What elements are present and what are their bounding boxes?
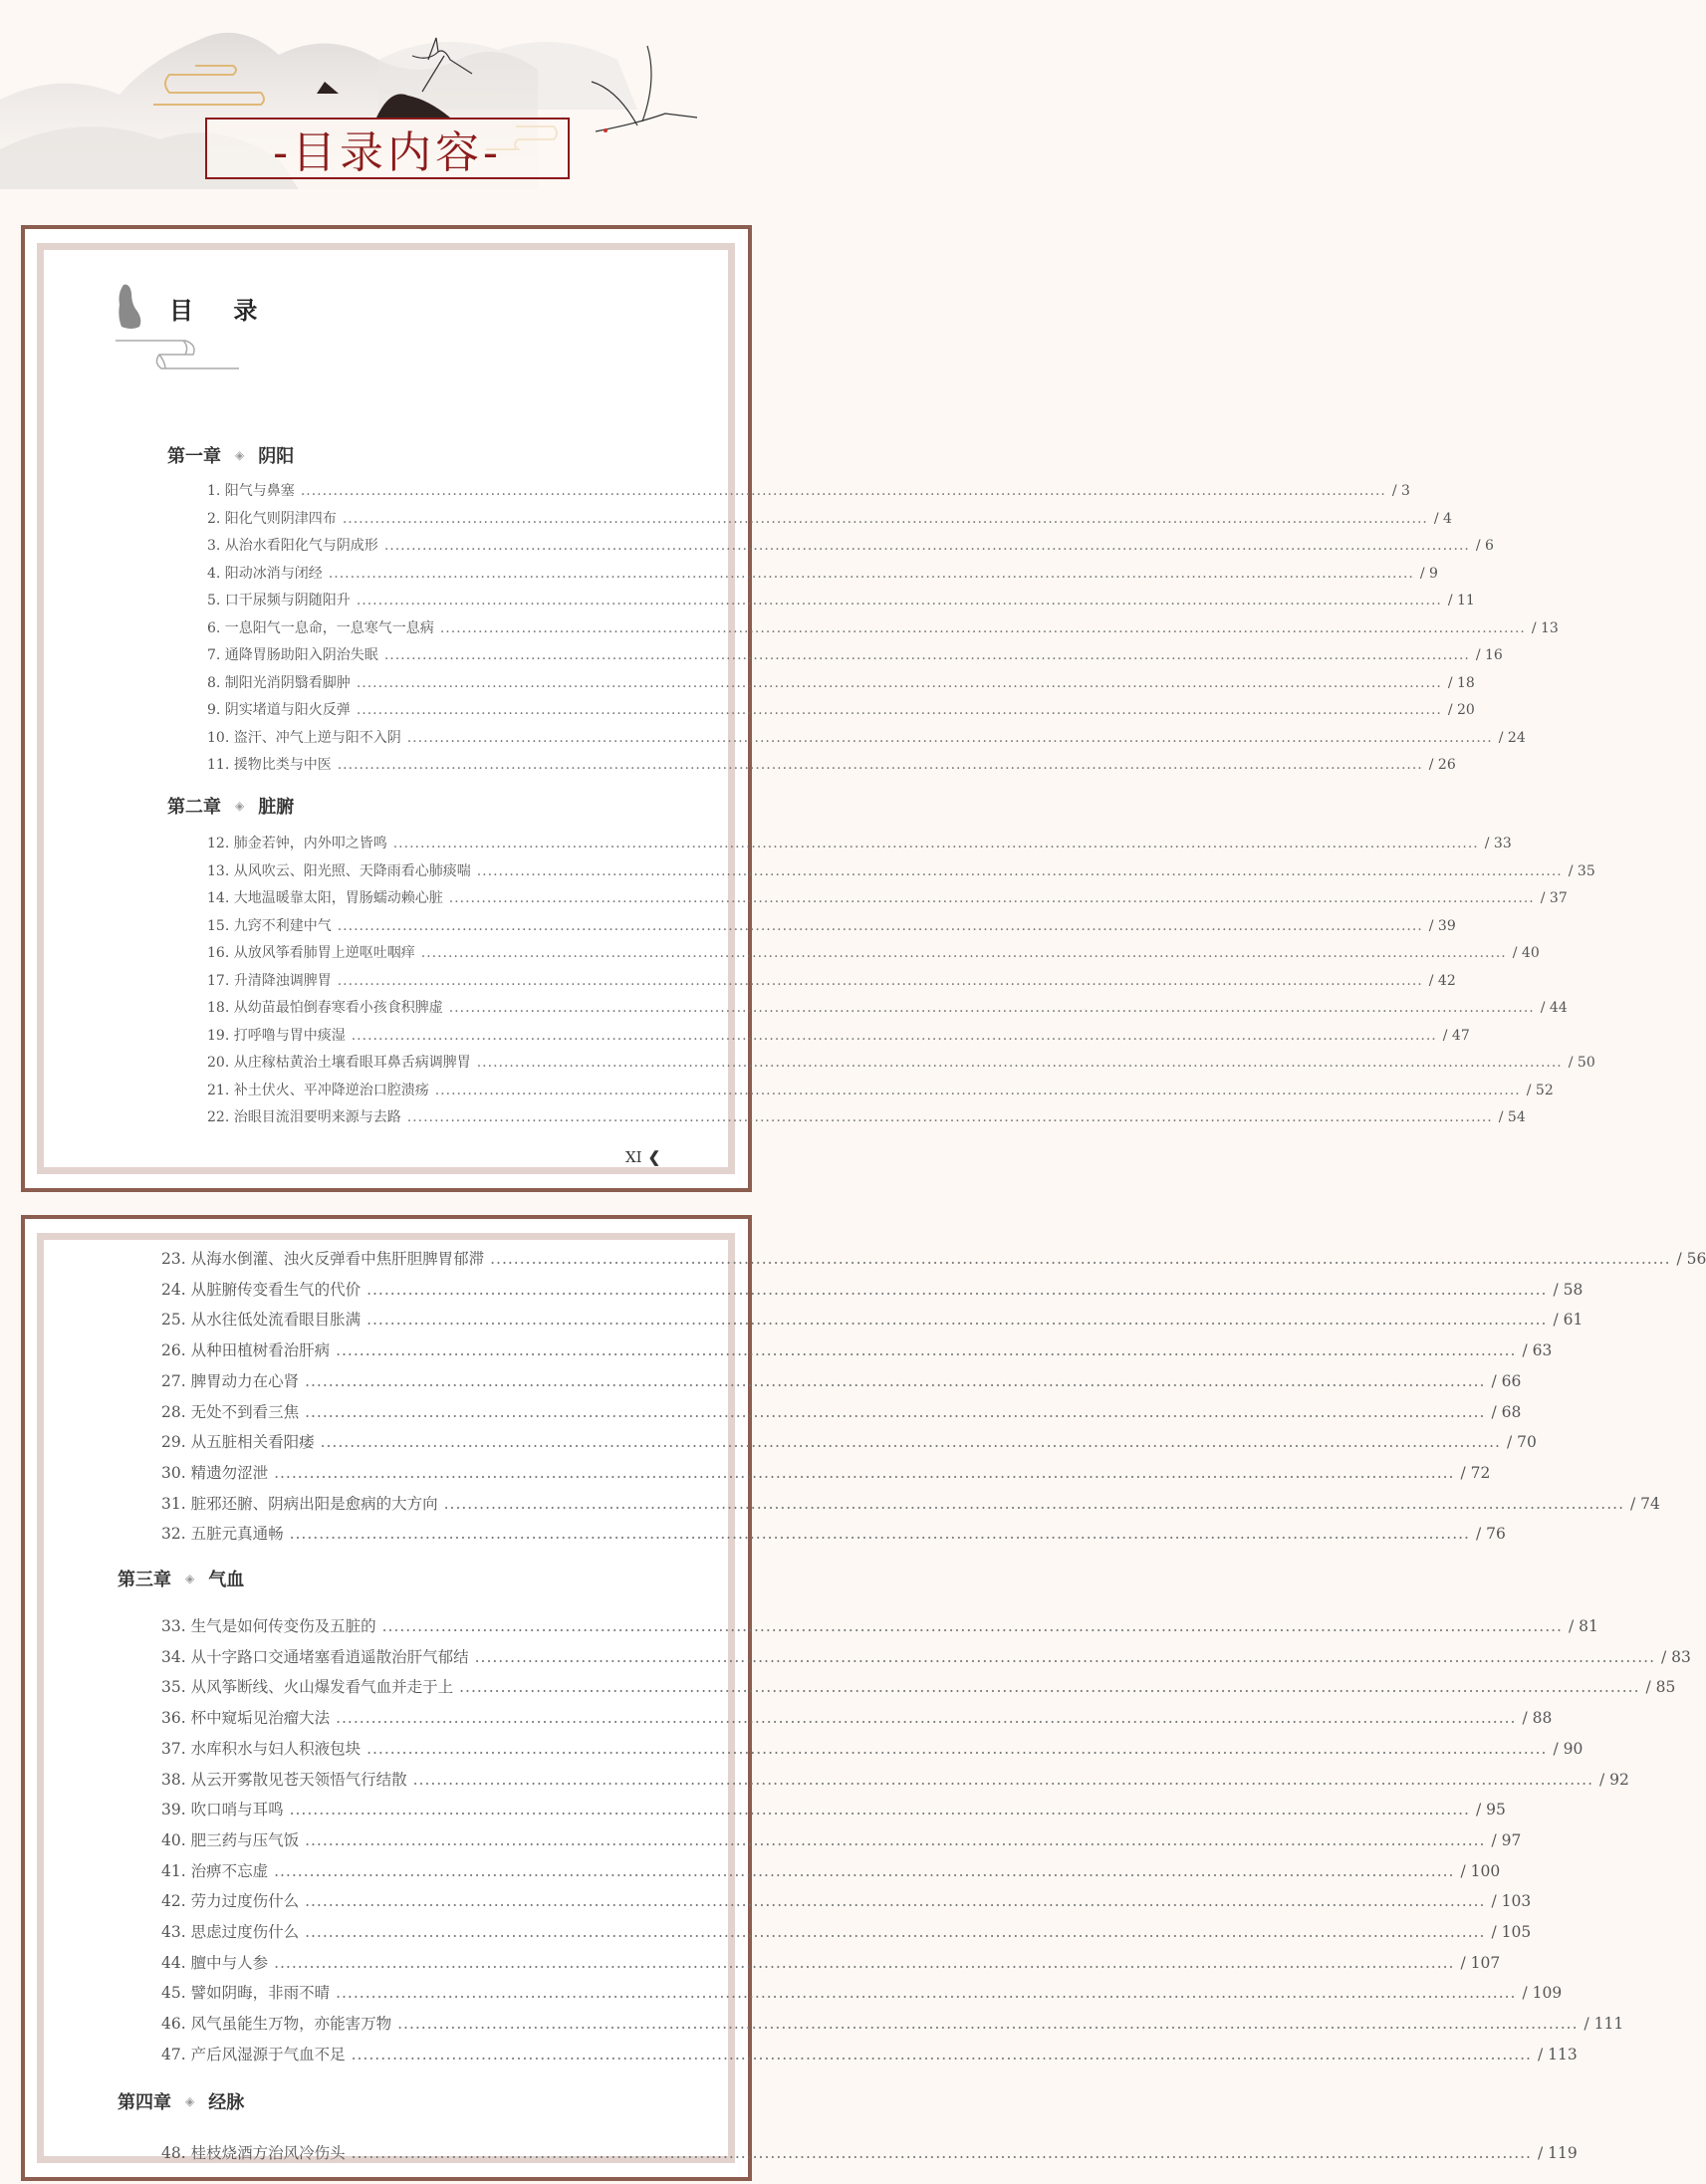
dot-leader: ........................................................................................................................................................................................................ bbox=[383, 538, 1470, 554]
toc-entry[interactable] bbox=[161, 1247, 1706, 1269]
dot-leader: ........................................................................................................................................................................................................ bbox=[305, 1892, 1486, 1911]
banner-title: -目录内容- bbox=[205, 118, 570, 179]
dot-leader: ........................................................................................................................................................................................................ bbox=[274, 1953, 1455, 1972]
dot-leader: ........................................................................................................................................................................................................ bbox=[420, 945, 1507, 961]
entry-page: / 100 bbox=[1460, 1861, 1501, 1880]
entry-page: / 107 bbox=[1460, 1953, 1501, 1972]
entry-page: / 95 bbox=[1475, 1801, 1506, 1820]
entry-page: / 20 bbox=[1447, 702, 1475, 718]
dot-leader: ........................................................................................................................................................................................................ bbox=[337, 972, 1423, 989]
toc-entry[interactable] bbox=[161, 1614, 1598, 1636]
entry-page: / 85 bbox=[1645, 1678, 1676, 1697]
toc-entry[interactable] bbox=[161, 1400, 1522, 1422]
dot-leader: ........................................................................................................................................................................................................ bbox=[383, 647, 1470, 663]
dot-leader: ........................................................................................................................................................................................................ bbox=[406, 729, 1493, 746]
chapter-number: 第二章 bbox=[167, 797, 221, 818]
entry-page: / 103 bbox=[1491, 1892, 1532, 1911]
entry-title: 20. 从庄稼枯黄治土壤看眼耳鼻舌病调脾胃 bbox=[207, 1055, 471, 1071]
toc-entry[interactable] bbox=[207, 860, 1595, 880]
entry-page: / 4 bbox=[1433, 510, 1452, 527]
entry-title: 23. 从海水倒灌、浊火反弹看中焦肝胆脾胃郁滞 bbox=[161, 1250, 485, 1268]
dot-leader: ........................................................................................................................................................................................................ bbox=[336, 1341, 1517, 1360]
dot-leader: ........................................................................................................................................................................................................ bbox=[448, 1000, 1535, 1016]
dot-leader: ........................................................................................................................................................................................................ bbox=[443, 1494, 1624, 1513]
entry-page: / 90 bbox=[1553, 1739, 1584, 1758]
toc-entry[interactable] bbox=[207, 1106, 1526, 1126]
entry-page: / 76 bbox=[1475, 1525, 1506, 1544]
toc-entry[interactable] bbox=[207, 833, 1512, 852]
cloud-scroll-ornament bbox=[116, 337, 255, 372]
header-banner bbox=[0, 0, 787, 199]
dot-leader: ........................................................................................................................................................................................................ bbox=[305, 1402, 1486, 1421]
arrow-ornament-icon: ❮ bbox=[647, 1148, 661, 1166]
entry-title: 26. 从种田植树看治肝病 bbox=[161, 1341, 331, 1360]
entry-title: 3. 从治水看阳化气与阴成形 bbox=[207, 538, 378, 554]
entry-title: 10. 盗汗、冲气上逆与阳不入阴 bbox=[207, 729, 401, 746]
dot-leader: ........................................................................................................................................................................................................ bbox=[351, 1027, 1437, 1044]
diamond-ornament-icon: ◈ bbox=[185, 1572, 195, 1585]
entry-page: / 16 bbox=[1475, 647, 1503, 663]
entry-title: 1. 阳气与鼻塞 bbox=[207, 483, 295, 499]
dot-leader: ........................................................................................................................................................................................................ bbox=[342, 510, 1428, 527]
toc-entry[interactable] bbox=[207, 942, 1540, 962]
toc-entry[interactable] bbox=[161, 1645, 1691, 1667]
entry-page: / 83 bbox=[1661, 1647, 1691, 1666]
chapter-name: 气血 bbox=[208, 1570, 245, 1590]
entry-page: / 63 bbox=[1522, 1341, 1553, 1360]
diamond-ornament-icon: ◈ bbox=[185, 2094, 195, 2108]
entry-title: 27. 脾胃动力在心肾 bbox=[161, 1371, 300, 1390]
entry-page: / 68 bbox=[1491, 1402, 1522, 1421]
entry-page: / 58 bbox=[1553, 1280, 1584, 1299]
entry-page: / 72 bbox=[1460, 1463, 1491, 1482]
folio-number: XI bbox=[625, 1148, 642, 1166]
toc-entry[interactable] bbox=[161, 1675, 1676, 1697]
entry-title: 46. 风气虽能生万物，亦能害万物 bbox=[161, 2015, 392, 2034]
entry-title: 11. 援物比类与中医 bbox=[207, 757, 332, 773]
entry-page: / 54 bbox=[1498, 1109, 1526, 1125]
toc-entry[interactable] bbox=[161, 1768, 1629, 1790]
toc-entry[interactable] bbox=[207, 887, 1568, 907]
toc-entry[interactable] bbox=[207, 1080, 1554, 1099]
entry-title: 31. 脏邪还腑、阴病出阳是愈病的大方向 bbox=[161, 1494, 438, 1513]
toc-entry[interactable] bbox=[207, 727, 1526, 747]
entry-page: / 111 bbox=[1584, 2015, 1624, 2034]
toc-entry[interactable] bbox=[161, 1522, 1506, 1544]
entry-page: / 6 bbox=[1475, 538, 1494, 554]
entry-page: / 33 bbox=[1484, 836, 1512, 851]
toc-entry[interactable] bbox=[161, 1889, 1532, 1911]
dot-leader: ........................................................................................................................................................................................................ bbox=[351, 2144, 1532, 2162]
dot-leader: ........................................................................................................................................................................................................ bbox=[305, 1371, 1486, 1390]
toc-entry[interactable] bbox=[161, 1920, 1532, 1942]
toc-entry[interactable] bbox=[161, 1338, 1553, 1360]
dot-leader: ........................................................................................................................................................................................................ bbox=[351, 2045, 1532, 2063]
dot-leader: ........................................................................................................................................................................................................ bbox=[474, 1647, 1655, 1666]
entry-page: / 42 bbox=[1428, 972, 1456, 989]
entry-title: 48. 桂枝烧酒方治风冷伤头 bbox=[161, 2144, 346, 2162]
toc-entry[interactable] bbox=[207, 754, 1456, 774]
toc-entry[interactable] bbox=[207, 480, 1410, 500]
entry-page: / 74 bbox=[1630, 1494, 1660, 1513]
entry-title: 8. 制阳光消阴翳看脚肿 bbox=[207, 674, 351, 691]
entry-page: / 105 bbox=[1491, 1923, 1532, 1941]
entry-page: / 52 bbox=[1526, 1082, 1554, 1098]
chapter-number: 第三章 bbox=[118, 1570, 171, 1590]
dot-leader: ........................................................................................................................................................................................................ bbox=[366, 1280, 1548, 1299]
dot-leader: ........................................................................................................................................................................................................ bbox=[289, 1525, 1470, 1544]
dot-leader: ........................................................................................................................................................................................................ bbox=[336, 1984, 1517, 2003]
toc-entry[interactable] bbox=[161, 2012, 1624, 2034]
toc-entry[interactable] bbox=[161, 1461, 1491, 1483]
dot-leader: ........................................................................................................................................................................................................ bbox=[476, 1055, 1563, 1071]
entry-title: 35. 从风筝断线、火山爆发看气血并走于上 bbox=[161, 1678, 454, 1697]
entry-title: 43. 思虑过度伤什么 bbox=[161, 1923, 300, 1941]
entry-title: 5. 口干尿频与阴随阳升 bbox=[207, 593, 351, 608]
entry-title: 12. 肺金若钟，内外叩之皆鸣 bbox=[207, 836, 387, 851]
entry-title: 6. 一息阳气一息命，一息寒气一息病 bbox=[207, 619, 434, 636]
dot-leader: ........................................................................................................................................................................................................ bbox=[476, 862, 1563, 879]
entry-title: 9. 阴实堵道与阳火反弹 bbox=[207, 702, 351, 718]
dot-leader: ........................................................................................................................................................................................................ bbox=[397, 2015, 1579, 2034]
entry-title: 38. 从云开雾散见苍天领悟气行结散 bbox=[161, 1770, 407, 1789]
dot-leader: ........................................................................................................................................................................................................ bbox=[337, 917, 1423, 934]
entry-title: 32. 五脏元真通畅 bbox=[161, 1525, 284, 1544]
chapter-name: 经脉 bbox=[208, 2092, 245, 2113]
toc-entry[interactable] bbox=[161, 1430, 1537, 1452]
entry-page: / 92 bbox=[1599, 1770, 1629, 1789]
entry-title: 40. 肥三药与压气饭 bbox=[161, 1830, 300, 1849]
toc-entry[interactable] bbox=[161, 1369, 1522, 1391]
entry-title: 39. 吹口哨与耳鸣 bbox=[161, 1801, 284, 1820]
entry-page: / 50 bbox=[1568, 1055, 1595, 1071]
entry-page: / 56 bbox=[1676, 1250, 1706, 1268]
entry-page: / 44 bbox=[1540, 1000, 1568, 1016]
toc-entry[interactable] bbox=[207, 915, 1456, 935]
entry-title: 42. 劳力过度伤什么 bbox=[161, 1892, 300, 1911]
dot-leader: ........................................................................................................................................................................................................ bbox=[366, 1311, 1548, 1330]
diamond-ornament-icon: ◈ bbox=[235, 448, 245, 462]
entry-title: 25. 从水往低处流看眼目胀满 bbox=[161, 1311, 362, 1330]
entry-title: 28. 无处不到看三焦 bbox=[161, 1402, 300, 1421]
chapter-heading bbox=[118, 2088, 244, 2114]
toc-entry[interactable] bbox=[161, 2141, 1578, 2163]
figure-silhouette-icon bbox=[112, 281, 151, 333]
entry-page: / 40 bbox=[1512, 945, 1540, 961]
entry-title: 18. 从幼苗最怕倒春寒看小孩食积脾虚 bbox=[207, 1000, 443, 1016]
dot-leader: ........................................................................................................................................................................................................ bbox=[392, 836, 1479, 851]
dot-leader: ........................................................................................................................................................................................................ bbox=[366, 1739, 1548, 1758]
entry-page: / 47 bbox=[1442, 1027, 1470, 1044]
toc-entry[interactable] bbox=[161, 1308, 1584, 1330]
dot-leader: ........................................................................................................................................................................................................ bbox=[434, 1082, 1521, 1098]
dot-leader: ........................................................................................................................................................................................................ bbox=[459, 1678, 1640, 1697]
entry-title: 36. 杯中窥垢见治瘤大法 bbox=[161, 1709, 331, 1728]
dot-leader: ........................................................................................................................................................................................................ bbox=[337, 757, 1423, 773]
entry-title: 30. 精遗勿涩泄 bbox=[161, 1463, 269, 1482]
entry-title: 19. 打呼噜与胃中痰湿 bbox=[207, 1027, 346, 1044]
diamond-ornament-icon: ◈ bbox=[235, 799, 245, 813]
toc-entry[interactable] bbox=[161, 1706, 1553, 1728]
toc-entry[interactable] bbox=[161, 2043, 1578, 2064]
entry-title: 24. 从脏腑传变看生气的代价 bbox=[161, 1280, 362, 1299]
chapter-name: 脏腑 bbox=[258, 797, 295, 818]
toc-entry[interactable] bbox=[207, 644, 1503, 664]
entry-page: / 109 bbox=[1522, 1984, 1563, 2003]
dot-leader: ........................................................................................................................................................................................................ bbox=[356, 674, 1442, 691]
entry-title: 29. 从五脏相关看阳痿 bbox=[161, 1433, 315, 1452]
entry-page: / 24 bbox=[1498, 729, 1526, 746]
chapter-heading bbox=[167, 442, 294, 468]
dot-leader: ........................................................................................................................................................................................................ bbox=[356, 593, 1442, 608]
toc-entry[interactable] bbox=[161, 1798, 1506, 1820]
entry-page: / 113 bbox=[1537, 2045, 1578, 2063]
entry-title: 14. 大地温暖靠太阳，胃肠蠕动赖心脏 bbox=[207, 890, 443, 906]
toc-heading: 目 录 bbox=[169, 296, 274, 325]
entry-page: / 18 bbox=[1447, 674, 1475, 691]
dot-leader: ........................................................................................................................................................................................................ bbox=[305, 1830, 1486, 1849]
toc-entry[interactable] bbox=[207, 997, 1568, 1017]
entry-page: / 9 bbox=[1419, 565, 1438, 582]
entry-page: / 97 bbox=[1491, 1830, 1522, 1849]
entry-page: / 119 bbox=[1537, 2144, 1578, 2162]
dot-leader: ........................................................................................................................................................................................................ bbox=[305, 1923, 1486, 1941]
chapter-name: 阴阳 bbox=[258, 446, 295, 467]
dot-leader: ........................................................................................................................................................................................................ bbox=[490, 1250, 1671, 1268]
entry-title: 22. 治眼目流泪要明来源与去路 bbox=[207, 1109, 401, 1125]
dot-leader: ........................................................................................................................................................................................................ bbox=[274, 1861, 1455, 1880]
toc-entry[interactable] bbox=[161, 1278, 1584, 1300]
entry-page: / 39 bbox=[1428, 917, 1456, 934]
dot-leader: ........................................................................................................................................................................................................ bbox=[274, 1463, 1455, 1482]
dot-leader: ........................................................................................................................................................................................................ bbox=[381, 1617, 1563, 1635]
entry-title: 45. 譬如阴晦，非雨不晴 bbox=[161, 1984, 331, 2003]
toc-entry[interactable] bbox=[207, 1052, 1595, 1072]
dot-leader: ........................................................................................................................................................................................................ bbox=[300, 483, 1386, 499]
entry-title: 17. 升清降浊调脾胃 bbox=[207, 972, 332, 989]
dot-leader: ........................................................................................................................................................................................................ bbox=[289, 1801, 1470, 1820]
dot-leader: ........................................................................................................................................................................................................ bbox=[320, 1433, 1501, 1452]
toc-entry[interactable] bbox=[207, 590, 1475, 609]
page-folio bbox=[625, 1148, 660, 1166]
entry-title: 7. 通降胃肠助阳入阴治失眠 bbox=[207, 647, 378, 663]
entry-page: / 37 bbox=[1540, 890, 1568, 906]
entry-title: 21. 补土伏火、平冲降逆治口腔溃疡 bbox=[207, 1082, 429, 1098]
entry-page: / 81 bbox=[1568, 1617, 1598, 1635]
toc-entry[interactable] bbox=[161, 1951, 1501, 1973]
entry-page: / 3 bbox=[1391, 483, 1410, 499]
dot-leader: ........................................................................................................................................................................................................ bbox=[406, 1109, 1493, 1125]
dot-leader: ........................................................................................................................................................................................................ bbox=[439, 619, 1526, 636]
entry-page: / 88 bbox=[1522, 1709, 1553, 1728]
toc-entry[interactable] bbox=[207, 563, 1438, 583]
entry-title: 33. 生气是如何传变伤及五脏的 bbox=[161, 1617, 376, 1635]
dot-leader: ........................................................................................................................................................................................................ bbox=[336, 1709, 1517, 1728]
entry-page: / 13 bbox=[1531, 619, 1559, 636]
toc-entry[interactable] bbox=[207, 699, 1475, 719]
dot-leader: ........................................................................................................................................................................................................ bbox=[412, 1770, 1593, 1789]
chapter-heading bbox=[167, 793, 294, 819]
entry-page: / 70 bbox=[1506, 1433, 1537, 1452]
toc-entry[interactable] bbox=[207, 617, 1559, 637]
entry-page: / 66 bbox=[1491, 1371, 1522, 1390]
entry-title: 47. 产后风湿源于气血不足 bbox=[161, 2045, 346, 2063]
entry-title: 4. 阳动冰消与闭经 bbox=[207, 565, 323, 582]
entry-page: / 35 bbox=[1568, 862, 1595, 879]
chapter-number: 第四章 bbox=[118, 2092, 171, 2113]
entry-page: / 61 bbox=[1553, 1311, 1584, 1330]
toc-entry[interactable] bbox=[161, 1737, 1584, 1759]
dot-leader: ........................................................................................................................................................................................................ bbox=[328, 565, 1414, 582]
entry-title: 41. 治痹不忘虚 bbox=[161, 1861, 269, 1880]
toc-entry[interactable] bbox=[161, 1492, 1660, 1514]
dot-leader: ........................................................................................................................................................................................................ bbox=[356, 702, 1442, 718]
toc-entry[interactable] bbox=[161, 1981, 1563, 2003]
toc-entry[interactable] bbox=[161, 1828, 1522, 1850]
entry-title: 13. 从风吹云、阳光照、天降雨看心肺痰喘 bbox=[207, 862, 471, 879]
toc-entry[interactable] bbox=[207, 508, 1452, 528]
toc-entry[interactable] bbox=[207, 535, 1494, 555]
entry-title: 16. 从放风筝看肺胃上逆呕吐咽痒 bbox=[207, 945, 415, 961]
entry-title: 2. 阳化气则阴津四布 bbox=[207, 510, 337, 527]
entry-title: 34. 从十字路口交通堵塞看逍遥散治肝气郁结 bbox=[161, 1647, 469, 1666]
toc-entry[interactable] bbox=[207, 1025, 1470, 1045]
entry-page: / 11 bbox=[1447, 593, 1475, 608]
chapter-number: 第一章 bbox=[167, 446, 221, 467]
dot-leader: ........................................................................................................................................................................................................ bbox=[448, 890, 1535, 906]
toc-entry[interactable] bbox=[207, 672, 1475, 692]
entry-title: 37. 水库积水与妇人积液包块 bbox=[161, 1739, 362, 1758]
entry-title: 15. 九窍不利建中气 bbox=[207, 917, 332, 934]
entry-title: 44. 膻中与人参 bbox=[161, 1953, 269, 1972]
chapter-heading bbox=[118, 1566, 244, 1591]
toc-entry[interactable] bbox=[161, 1859, 1501, 1881]
entry-page: / 26 bbox=[1428, 757, 1456, 773]
toc-entry[interactable] bbox=[207, 970, 1456, 990]
